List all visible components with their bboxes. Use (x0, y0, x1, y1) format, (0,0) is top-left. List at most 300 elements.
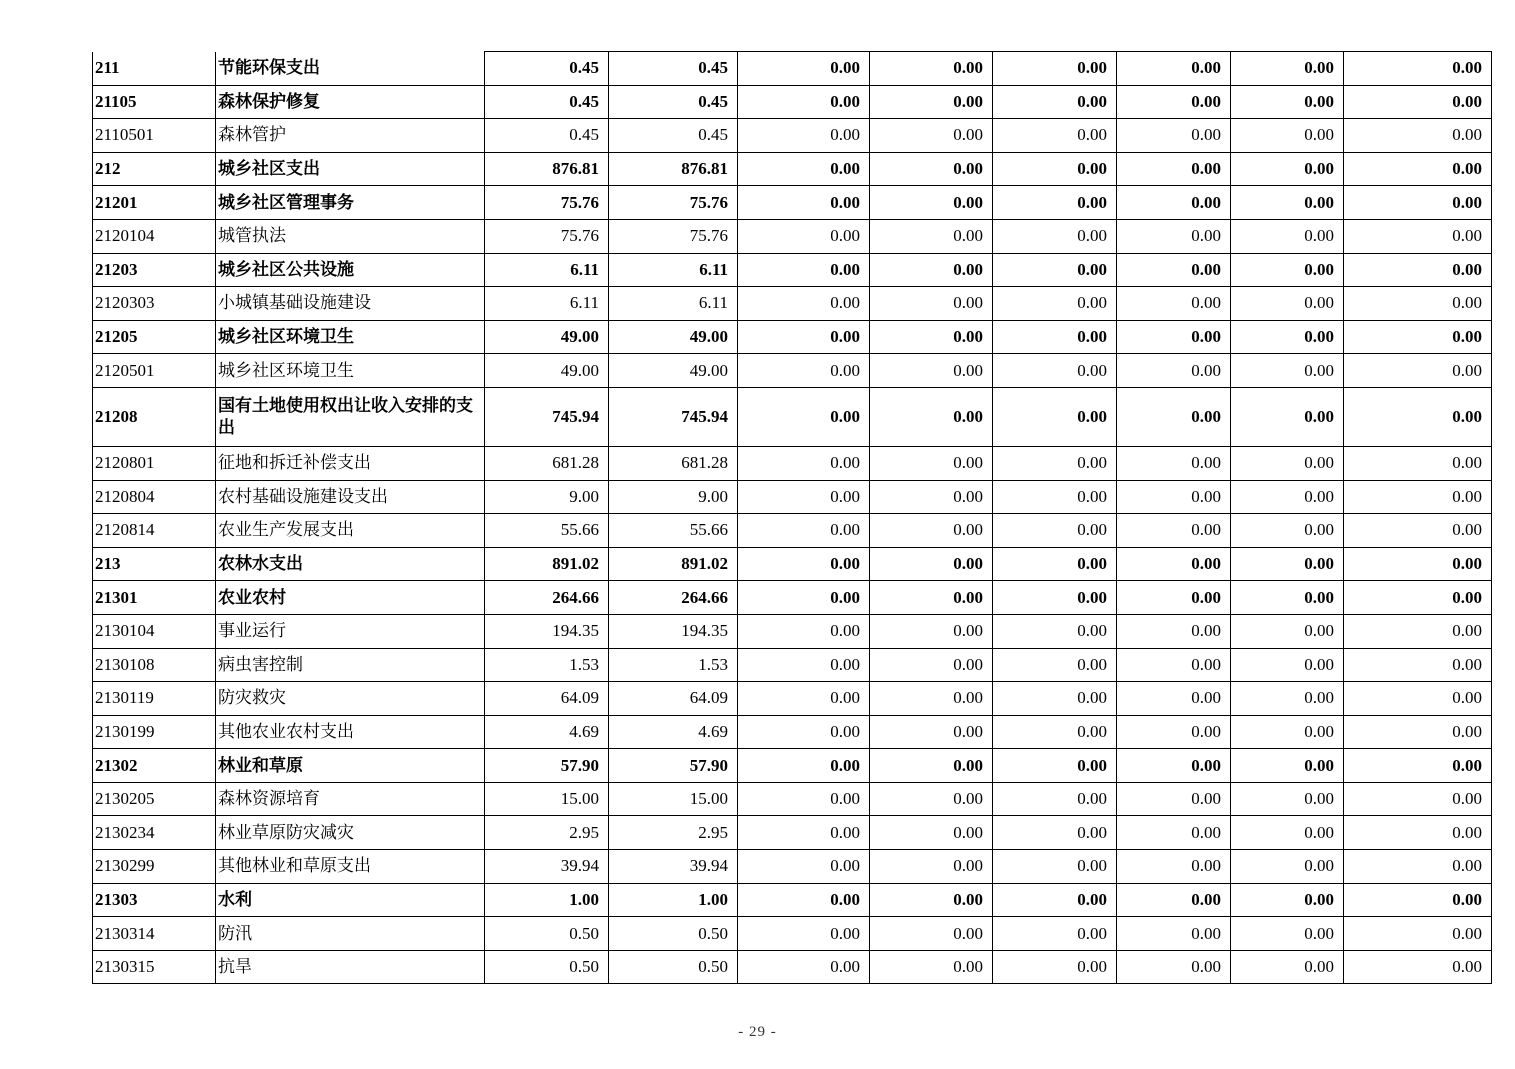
table-row (93, 253, 1492, 287)
amount-cell: 0.00 (1117, 480, 1231, 514)
function-code-cell: 2120303 (93, 287, 216, 321)
amount-cell: 0.00 (738, 850, 870, 884)
amount-cell: 0.00 (738, 387, 870, 446)
amount-cell: 1.00 (485, 883, 609, 917)
function-code-cell: 2130314 (93, 917, 216, 951)
amount-cell: 0.00 (1117, 614, 1231, 648)
item-name-cell: 森林保护修复 (216, 85, 485, 119)
amount-cell: 0.00 (1344, 480, 1492, 514)
function-code-cell: 21203 (93, 253, 216, 287)
item-name-cell: 水利 (216, 883, 485, 917)
amount-cell: 0.00 (738, 782, 870, 816)
amount-cell: 0.00 (993, 320, 1117, 354)
table-row (93, 715, 1492, 749)
amount-cell: 55.66 (609, 514, 738, 548)
amount-cell: 0.00 (1344, 950, 1492, 984)
amount-cell: 0.00 (870, 320, 993, 354)
amount-cell: 0.00 (1117, 119, 1231, 153)
item-name-cell: 林业和草原 (216, 749, 485, 783)
amount-cell: 4.69 (609, 715, 738, 749)
amount-cell: 0.50 (609, 950, 738, 984)
function-code-cell: 2120804 (93, 480, 216, 514)
amount-cell: 0.00 (993, 715, 1117, 749)
amount-cell: 0.00 (870, 253, 993, 287)
page-number: - 29 - (738, 1024, 777, 1040)
table-row (93, 614, 1492, 648)
function-code-cell: 2120104 (93, 219, 216, 253)
amount-cell: 0.00 (1231, 52, 1344, 86)
amount-cell: 2.95 (609, 816, 738, 850)
amount-cell: 194.35 (485, 614, 609, 648)
function-code-cell: 21105 (93, 85, 216, 119)
amount-cell: 0.00 (1117, 917, 1231, 951)
amount-cell: 0.00 (1344, 446, 1492, 480)
amount-cell: 0.00 (1344, 514, 1492, 548)
table-row (93, 446, 1492, 480)
amount-cell: 0.45 (609, 85, 738, 119)
amount-cell: 0.00 (993, 253, 1117, 287)
amount-cell: 0.00 (738, 152, 870, 186)
amount-cell: 0.00 (1231, 850, 1344, 884)
amount-cell: 0.00 (870, 682, 993, 716)
amount-cell: 0.00 (993, 917, 1117, 951)
item-name-cell: 防灾救灾 (216, 682, 485, 716)
amount-cell: 0.00 (870, 883, 993, 917)
amount-cell: 0.00 (738, 547, 870, 581)
amount-cell: 0.00 (738, 883, 870, 917)
amount-cell: 0.00 (993, 782, 1117, 816)
amount-cell: 0.00 (1117, 648, 1231, 682)
amount-cell: 0.45 (485, 85, 609, 119)
function-code-cell: 2120801 (93, 446, 216, 480)
amount-cell: 0.00 (993, 850, 1117, 884)
amount-cell: 0.00 (1344, 581, 1492, 615)
amount-cell: 2.95 (485, 816, 609, 850)
amount-cell: 0.00 (870, 782, 993, 816)
amount-cell: 0.00 (738, 354, 870, 388)
amount-cell: 0.00 (993, 446, 1117, 480)
amount-cell: 0.00 (1231, 581, 1344, 615)
item-name-cell: 其他农业农村支出 (216, 715, 485, 749)
amount-cell: 55.66 (485, 514, 609, 548)
amount-cell: 0.50 (485, 950, 609, 984)
function-code-cell: 21303 (93, 883, 216, 917)
function-code-cell: 21201 (93, 186, 216, 220)
amount-cell: 0.00 (870, 581, 993, 615)
amount-cell: 0.00 (738, 446, 870, 480)
amount-cell: 0.00 (1231, 883, 1344, 917)
amount-cell: 49.00 (609, 320, 738, 354)
amount-cell: 0.00 (1231, 917, 1344, 951)
function-code-cell: 21208 (93, 387, 216, 446)
amount-cell: 0.50 (609, 917, 738, 951)
amount-cell: 0.00 (993, 186, 1117, 220)
amount-cell: 0.00 (1231, 816, 1344, 850)
item-name-cell: 国有土地使用权出让收入安排的支出 (216, 387, 485, 446)
amount-cell: 15.00 (485, 782, 609, 816)
amount-cell: 0.00 (1231, 648, 1344, 682)
table-body (93, 52, 1492, 984)
amount-cell: 0.00 (1117, 320, 1231, 354)
amount-cell: 0.00 (1117, 219, 1231, 253)
amount-cell: 0.00 (738, 581, 870, 615)
item-name-cell: 林业草原防灾减灾 (216, 816, 485, 850)
amount-cell: 39.94 (485, 850, 609, 884)
amount-cell: 0.00 (870, 950, 993, 984)
amount-cell: 264.66 (609, 581, 738, 615)
amount-cell: 0.00 (1344, 287, 1492, 321)
item-name-cell: 农林水支出 (216, 547, 485, 581)
budget-table (92, 51, 1492, 984)
amount-cell: 0.00 (993, 514, 1117, 548)
amount-cell: 0.00 (870, 816, 993, 850)
amount-cell: 0.00 (1117, 816, 1231, 850)
amount-cell: 49.00 (485, 354, 609, 388)
amount-cell: 0.00 (993, 219, 1117, 253)
amount-cell: 39.94 (609, 850, 738, 884)
table-row (93, 581, 1492, 615)
amount-cell: 0.45 (485, 119, 609, 153)
amount-cell: 0.00 (738, 119, 870, 153)
function-code-cell: 21302 (93, 749, 216, 783)
amount-cell: 0.00 (870, 85, 993, 119)
item-name-cell: 小城镇基础设施建设 (216, 287, 485, 321)
amount-cell: 0.00 (1231, 749, 1344, 783)
amount-cell: 0.00 (993, 816, 1117, 850)
amount-cell: 0.00 (1231, 387, 1344, 446)
amount-cell: 0.00 (1117, 152, 1231, 186)
amount-cell: 681.28 (609, 446, 738, 480)
amount-cell: 75.76 (485, 186, 609, 220)
table-row (93, 219, 1492, 253)
amount-cell: 0.00 (993, 387, 1117, 446)
amount-cell: 0.00 (1117, 950, 1231, 984)
amount-cell: 0.00 (1231, 950, 1344, 984)
amount-cell: 0.00 (993, 682, 1117, 716)
table-row (93, 850, 1492, 884)
amount-cell: 0.45 (609, 52, 738, 86)
amount-cell: 64.09 (485, 682, 609, 716)
table-row (93, 883, 1492, 917)
amount-cell: 1.53 (609, 648, 738, 682)
item-name-cell: 农村基础设施建设支出 (216, 480, 485, 514)
amount-cell: 64.09 (609, 682, 738, 716)
function-code-cell: 211 (93, 52, 216, 86)
amount-cell: 0.00 (1117, 52, 1231, 86)
amount-cell: 0.00 (738, 648, 870, 682)
amount-cell: 4.69 (485, 715, 609, 749)
amount-cell: 0.00 (738, 917, 870, 951)
function-code-cell: 2130199 (93, 715, 216, 749)
item-name-cell: 其他林业和草原支出 (216, 850, 485, 884)
amount-cell: 0.00 (1344, 917, 1492, 951)
amount-cell: 0.00 (993, 85, 1117, 119)
amount-cell: 0.00 (993, 547, 1117, 581)
item-name-cell: 节能环保支出 (216, 52, 485, 86)
table-row (93, 749, 1492, 783)
item-name-cell: 森林资源培育 (216, 782, 485, 816)
table-row (93, 320, 1492, 354)
amount-cell: 0.00 (738, 816, 870, 850)
amount-cell: 49.00 (609, 354, 738, 388)
table-row (93, 480, 1492, 514)
table-row (93, 186, 1492, 220)
amount-cell: 0.00 (1231, 547, 1344, 581)
function-code-cell: 2110501 (93, 119, 216, 153)
amount-cell: 0.00 (870, 152, 993, 186)
item-name-cell: 森林管护 (216, 119, 485, 153)
function-code-cell: 2130299 (93, 850, 216, 884)
amount-cell: 0.00 (1344, 648, 1492, 682)
function-code-cell: 2130315 (93, 950, 216, 984)
item-name-cell: 抗旱 (216, 950, 485, 984)
amount-cell: 0.00 (993, 152, 1117, 186)
amount-cell: 1.53 (485, 648, 609, 682)
amount-cell: 0.00 (738, 219, 870, 253)
amount-cell: 0.00 (1117, 715, 1231, 749)
item-name-cell: 病虫害控制 (216, 648, 485, 682)
function-code-cell: 2130104 (93, 614, 216, 648)
amount-cell: 0.00 (1344, 387, 1492, 446)
amount-cell: 0.00 (1344, 186, 1492, 220)
amount-cell: 0.00 (1117, 682, 1231, 716)
amount-cell: 0.00 (1344, 320, 1492, 354)
amount-cell: 0.00 (1344, 883, 1492, 917)
item-name-cell: 城乡社区环境卫生 (216, 354, 485, 388)
amount-cell: 0.00 (870, 287, 993, 321)
amount-cell: 0.00 (1344, 850, 1492, 884)
item-name-cell: 征地和拆迁补偿支出 (216, 446, 485, 480)
amount-cell: 0.00 (993, 354, 1117, 388)
amount-cell: 0.00 (1117, 581, 1231, 615)
amount-cell: 0.00 (738, 186, 870, 220)
amount-cell: 0.00 (738, 614, 870, 648)
amount-cell: 6.11 (609, 253, 738, 287)
amount-cell: 75.76 (609, 219, 738, 253)
function-code-cell: 21301 (93, 581, 216, 615)
amount-cell: 0.00 (1117, 85, 1231, 119)
amount-cell: 0.00 (738, 253, 870, 287)
table-row (93, 387, 1492, 446)
amount-cell: 0.00 (1117, 850, 1231, 884)
amount-cell: 0.00 (1231, 320, 1344, 354)
amount-cell: 0.00 (1117, 354, 1231, 388)
amount-cell: 0.00 (1231, 354, 1344, 388)
amount-cell: 0.00 (1344, 782, 1492, 816)
amount-cell: 0.00 (738, 320, 870, 354)
function-code-cell: 2130234 (93, 816, 216, 850)
amount-cell: 0.00 (738, 715, 870, 749)
amount-cell: 0.00 (993, 749, 1117, 783)
amount-cell: 0.00 (870, 480, 993, 514)
item-name-cell: 农业农村 (216, 581, 485, 615)
amount-cell: 0.00 (1231, 514, 1344, 548)
amount-cell: 0.00 (993, 287, 1117, 321)
amount-cell: 0.00 (1231, 715, 1344, 749)
amount-cell: 0.00 (1231, 446, 1344, 480)
table-row (93, 119, 1492, 153)
item-name-cell: 城乡社区管理事务 (216, 186, 485, 220)
item-name-cell: 城乡社区环境卫生 (216, 320, 485, 354)
amount-cell: 0.45 (609, 119, 738, 153)
amount-cell: 681.28 (485, 446, 609, 480)
amount-cell: 0.00 (870, 749, 993, 783)
amount-cell: 6.11 (485, 253, 609, 287)
amount-cell: 57.90 (609, 749, 738, 783)
amount-cell: 6.11 (609, 287, 738, 321)
amount-cell: 0.00 (1344, 614, 1492, 648)
table-row (93, 152, 1492, 186)
table-row (93, 52, 1492, 86)
amount-cell: 0.00 (1231, 480, 1344, 514)
amount-cell: 0.00 (870, 186, 993, 220)
amount-cell: 0.00 (1344, 816, 1492, 850)
function-code-cell: 2130119 (93, 682, 216, 716)
amount-cell: 0.00 (1117, 514, 1231, 548)
amount-cell: 0.00 (1117, 749, 1231, 783)
amount-cell: 876.81 (485, 152, 609, 186)
amount-cell: 75.76 (609, 186, 738, 220)
amount-cell: 0.00 (993, 883, 1117, 917)
amount-cell: 0.00 (1231, 682, 1344, 716)
amount-cell: 0.00 (1117, 446, 1231, 480)
amount-cell: 0.00 (1117, 186, 1231, 220)
amount-cell: 0.00 (870, 119, 993, 153)
amount-cell: 0.00 (1117, 782, 1231, 816)
amount-cell: 0.00 (870, 52, 993, 86)
amount-cell: 0.00 (1344, 682, 1492, 716)
table-row (93, 950, 1492, 984)
amount-cell: 0.00 (870, 446, 993, 480)
amount-cell: 9.00 (609, 480, 738, 514)
amount-cell: 6.11 (485, 287, 609, 321)
amount-cell: 0.00 (738, 682, 870, 716)
amount-cell: 0.00 (1344, 52, 1492, 86)
amount-cell: 0.00 (993, 950, 1117, 984)
amount-cell: 745.94 (609, 387, 738, 446)
amount-cell: 0.00 (1231, 287, 1344, 321)
amount-cell: 0.00 (1117, 287, 1231, 321)
amount-cell: 57.90 (485, 749, 609, 783)
amount-cell: 0.00 (1344, 547, 1492, 581)
table-row (93, 287, 1492, 321)
amount-cell: 0.00 (1117, 547, 1231, 581)
function-code-cell: 2130108 (93, 648, 216, 682)
amount-cell: 0.00 (993, 480, 1117, 514)
amount-cell: 0.00 (738, 480, 870, 514)
item-name-cell: 城乡社区支出 (216, 152, 485, 186)
function-code-cell: 213 (93, 547, 216, 581)
function-code-cell: 2130205 (93, 782, 216, 816)
table-row (93, 547, 1492, 581)
amount-cell: 0.00 (1117, 883, 1231, 917)
amount-cell: 0.00 (1231, 85, 1344, 119)
table-row (93, 917, 1492, 951)
amount-cell: 0.00 (738, 52, 870, 86)
amount-cell: 0.00 (1231, 614, 1344, 648)
amount-cell: 0.00 (1344, 354, 1492, 388)
item-name-cell: 事业运行 (216, 614, 485, 648)
amount-cell: 0.00 (993, 614, 1117, 648)
amount-cell: 0.00 (1231, 186, 1344, 220)
function-code-cell: 2120814 (93, 514, 216, 548)
amount-cell: 0.00 (738, 514, 870, 548)
function-code-cell: 212 (93, 152, 216, 186)
function-code-cell: 21205 (93, 320, 216, 354)
amount-cell: 745.94 (485, 387, 609, 446)
amount-cell: 9.00 (485, 480, 609, 514)
amount-cell: 0.00 (870, 219, 993, 253)
amount-cell: 15.00 (609, 782, 738, 816)
amount-cell: 0.00 (1344, 85, 1492, 119)
amount-cell: 876.81 (609, 152, 738, 186)
amount-cell: 264.66 (485, 581, 609, 615)
amount-cell: 0.00 (1344, 119, 1492, 153)
amount-cell: 1.00 (609, 883, 738, 917)
amount-cell: 0.00 (993, 581, 1117, 615)
amount-cell: 0.00 (1344, 253, 1492, 287)
table-row (93, 682, 1492, 716)
amount-cell: 0.00 (1344, 152, 1492, 186)
table-row (93, 514, 1492, 548)
table-row (93, 816, 1492, 850)
amount-cell: 0.50 (485, 917, 609, 951)
item-name-cell: 城管执法 (216, 219, 485, 253)
amount-cell: 0.00 (738, 85, 870, 119)
amount-cell: 0.00 (738, 749, 870, 783)
amount-cell: 0.00 (870, 715, 993, 749)
table-row (93, 85, 1492, 119)
table-row (93, 782, 1492, 816)
amount-cell: 0.00 (993, 648, 1117, 682)
amount-cell: 0.00 (870, 850, 993, 884)
amount-cell: 891.02 (485, 547, 609, 581)
amount-cell: 0.00 (870, 614, 993, 648)
amount-cell: 0.00 (870, 387, 993, 446)
amount-cell: 0.00 (1231, 219, 1344, 253)
amount-cell: 0.00 (1231, 119, 1344, 153)
amount-cell: 0.00 (1231, 782, 1344, 816)
item-name-cell: 城乡社区公共设施 (216, 253, 485, 287)
table-row (93, 354, 1492, 388)
amount-cell: 0.00 (993, 119, 1117, 153)
amount-cell: 0.00 (1231, 253, 1344, 287)
item-name-cell: 防汛 (216, 917, 485, 951)
amount-cell: 0.00 (1231, 152, 1344, 186)
amount-cell: 0.00 (870, 917, 993, 951)
amount-cell: 0.00 (738, 950, 870, 984)
amount-cell: 0.00 (1344, 715, 1492, 749)
amount-cell: 75.76 (485, 219, 609, 253)
amount-cell: 0.00 (1117, 253, 1231, 287)
amount-cell: 891.02 (609, 547, 738, 581)
amount-cell: 0.00 (870, 648, 993, 682)
amount-cell: 0.00 (1344, 219, 1492, 253)
function-code-cell: 2120501 (93, 354, 216, 388)
item-name-cell: 农业生产发展支出 (216, 514, 485, 548)
amount-cell: 49.00 (485, 320, 609, 354)
amount-cell: 0.00 (1117, 387, 1231, 446)
amount-cell: 0.00 (1344, 749, 1492, 783)
amount-cell: 0.00 (738, 287, 870, 321)
amount-cell: 0.00 (870, 547, 993, 581)
amount-cell: 0.00 (870, 514, 993, 548)
amount-cell: 0.00 (870, 354, 993, 388)
amount-cell: 0.00 (993, 52, 1117, 86)
table-row (93, 648, 1492, 682)
amount-cell: 0.45 (485, 52, 609, 86)
amount-cell: 194.35 (609, 614, 738, 648)
